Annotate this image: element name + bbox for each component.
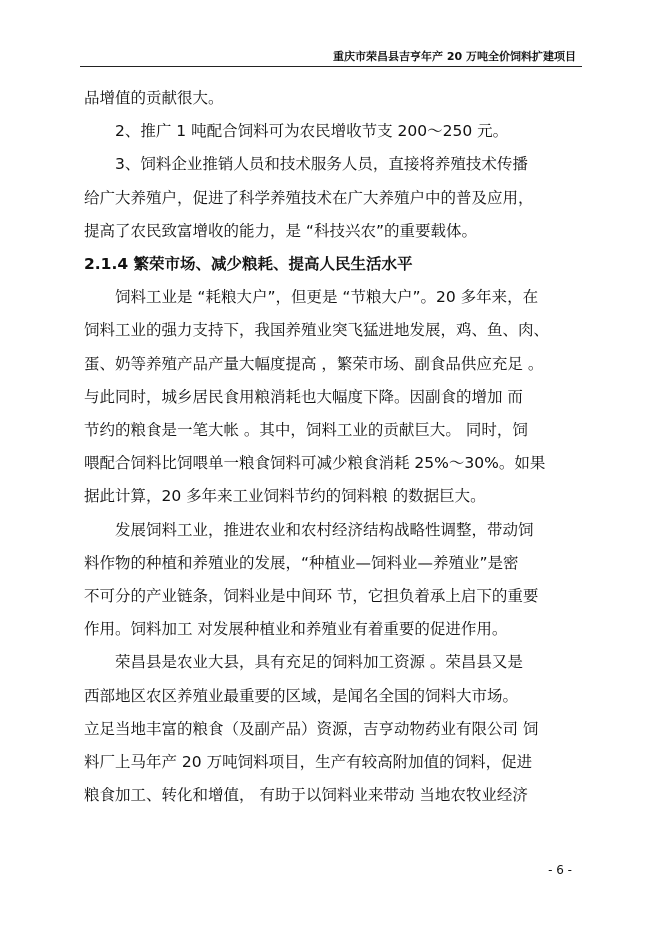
section-heading: 2.1.4 繁荣市场、减少粮耗、提高人民生活水平 [84, 255, 413, 274]
page-number: - 6 - [548, 863, 572, 877]
text-line: 作用。饲料加工 对发展种植业和养殖业有着重要的促进作用。 [84, 620, 508, 639]
text-line: 蛋、奶等养殖产品产量大幅度提高 ，繁荣市场、副食品供应充足 。 [84, 354, 544, 373]
document-body [84, 82, 584, 812]
text-line: 品增值的贡献很大。 [84, 89, 224, 107]
text-line: 粮食加工、转化和增值， 有助于以饲料业来带动 当地农牧业经济 [84, 786, 528, 805]
text-line: 节约的粮食是一笔大帐 。其中，饲料工业的贡献巨大。 同时，饲 [84, 421, 528, 440]
text-line: 料作物的种植和养殖业的发展，“种植业—饲料业—养殖业”是密 [84, 553, 519, 572]
running-header: 重庆市荣昌县吉亨年产 20 万吨全价饲料扩建项目 [333, 50, 576, 63]
text-line: 3、饲料企业推销人员和技术服务人员，直接将养殖技术传播 [115, 155, 528, 174]
text-line: 发展饲料工业，推进农业和农村经济结构战略性调整，带动饲 [115, 520, 534, 539]
text-line: 料厂上马年产 20 万吨饲料项目，生产有较高附加值的饲料，促进 [84, 753, 533, 772]
text-line: 饲料工业是 “耗粮大户”，但更是 “节粮大户”。20 多年来，在 [115, 288, 539, 307]
text-line: 提高了农民致富增收的能力，是 “科技兴农”的重要载体。 [84, 221, 477, 240]
text-line: 据此计算，20 多年来工业饲料节约的饲料粮 的数据巨大。 [84, 487, 486, 506]
text-line: 喂配合饲料比饲喂单一粮食饲料可减少粮食消耗 25%～30%。如果 [84, 454, 546, 473]
text-line: 2、推广 1 吨配合饲料可为农民增收节支 200～250 元。 [115, 122, 509, 141]
text-line: 与此同时，城乡居民食用粮消耗也大幅度下降。因副食的增加 而 [84, 387, 523, 406]
text-line: 荣昌县是农业大县，具有充足的饲料加工资源 。荣昌县又是 [115, 653, 523, 672]
text-line: 饲料工业的强力支持下，我国养殖业突飞猛进地发展，鸡、鱼、肉、 [84, 321, 550, 340]
text-line: 立足当地丰富的粮食（及副产品）资源，吉亨动物药业有限公司 饲 [84, 719, 539, 738]
text-line: 给广大养殖户，促进了科学养殖技术在广大养殖户中的普及应用， [84, 188, 534, 207]
text-line: 不可分的产业链条，饲料业是中间环 节，它担负着承上启下的重要 [84, 587, 539, 606]
header-divider [80, 66, 582, 67]
text-line: 西部地区农区养殖业最重要的区域，是闻名全国的饲料大市场。 [84, 686, 519, 705]
